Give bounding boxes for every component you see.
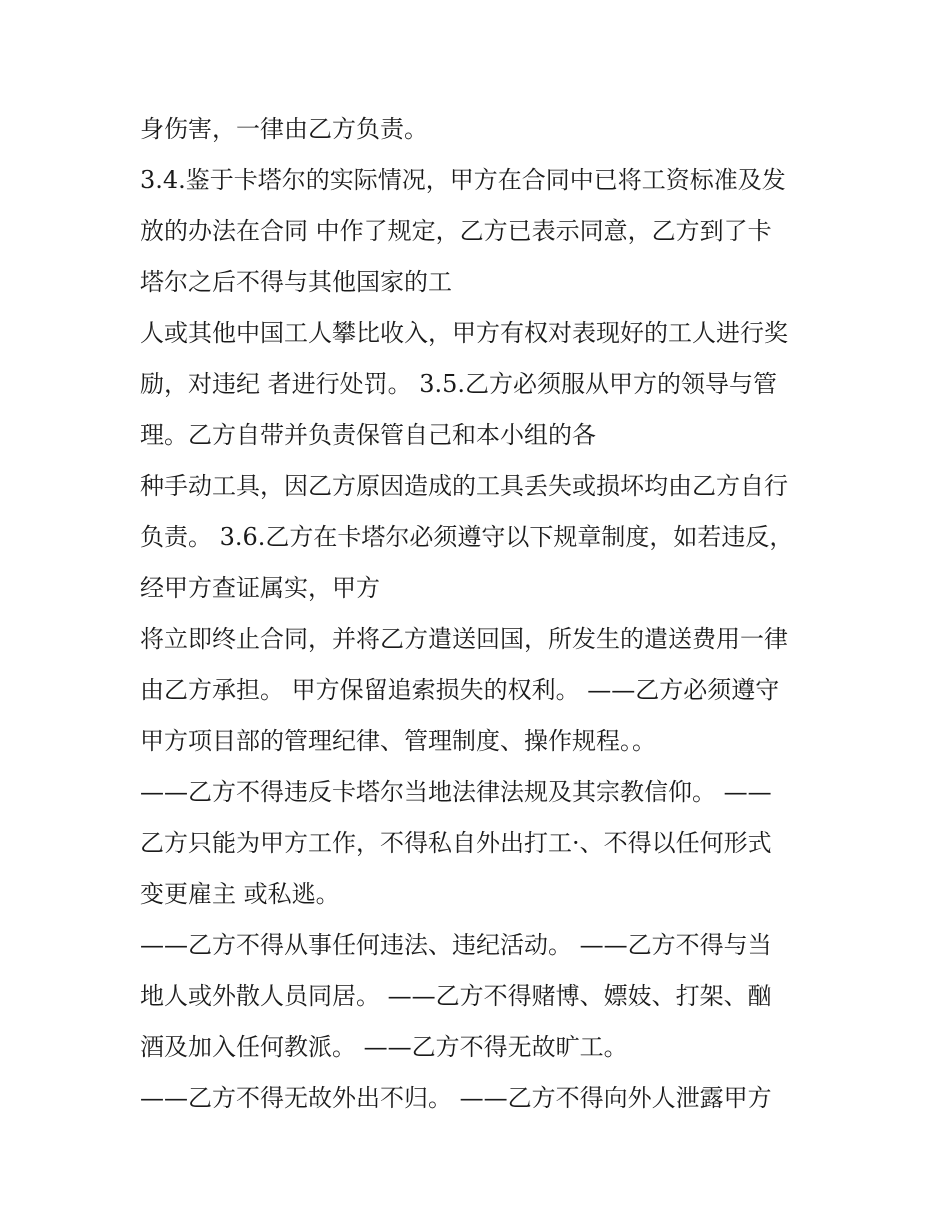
text-line: 经甲方查证属实，甲方: [140, 574, 380, 602]
text-line: 励，对违纪 者进行处罚。 3.5.乙方必须服从甲方的领导与管: [140, 370, 778, 398]
text-line: 人或其他中国工人攀比收入，甲方有权对表现好的工人进行奖: [140, 319, 788, 347]
text-line: 塔尔之后不得与其他国家的工: [140, 268, 452, 296]
text-line: 酒及加入任何教派。 ——乙方不得无故旷工。: [140, 1033, 628, 1061]
text-line: ——乙方不得无故外出不归。 ——乙方不得向外人泄露甲方: [140, 1084, 772, 1112]
contract-text-body: [140, 104, 830, 1124]
text-line: 地人或外散人员同居。 ——乙方不得赌博、嫖妓、打架、酗: [140, 982, 772, 1010]
text-line: 种手动工具，因乙方原因造成的工具丢失或损坏均由乙方自行: [140, 472, 788, 500]
text-line: 将立即终止合同，并将乙方遣送回国，所发生的遣送费用一律: [140, 625, 788, 653]
text-line: 由乙方承担。 甲方保留追索损失的权利。 ——乙方必须遵守: [140, 676, 780, 704]
text-line: 理。乙方自带并负责保管自己和本小组的各: [140, 421, 596, 449]
text-line: 变更雇主 或私逃。: [140, 880, 340, 908]
text-line: 乙方只能为甲方工作，不得私自外出打工·、不得以任何形式: [140, 829, 772, 857]
text-line: 放的办法在合同 中作了规定，乙方已表示同意，乙方到了卡: [140, 217, 772, 245]
text-line: 负责。 3.6.乙方在卡塔尔必须遵守以下规章制度，如若违反，: [140, 523, 794, 551]
text-line: ——乙方不得从事任何违法、违纪活动。 ——乙方不得与当: [140, 931, 772, 959]
text-line: 甲方项目部的管理纪律、管理制度、操作规程。。: [140, 727, 656, 755]
text-line: 身伤害，一律由乙方负责。: [140, 115, 428, 143]
text-line: 3.4.鉴于卡塔尔的实际情况，甲方在合同中已将工资标准及发: [140, 166, 786, 194]
text-line: ——乙方不得违反卡塔尔当地法律法规及其宗教信仰。 ——: [140, 778, 772, 806]
